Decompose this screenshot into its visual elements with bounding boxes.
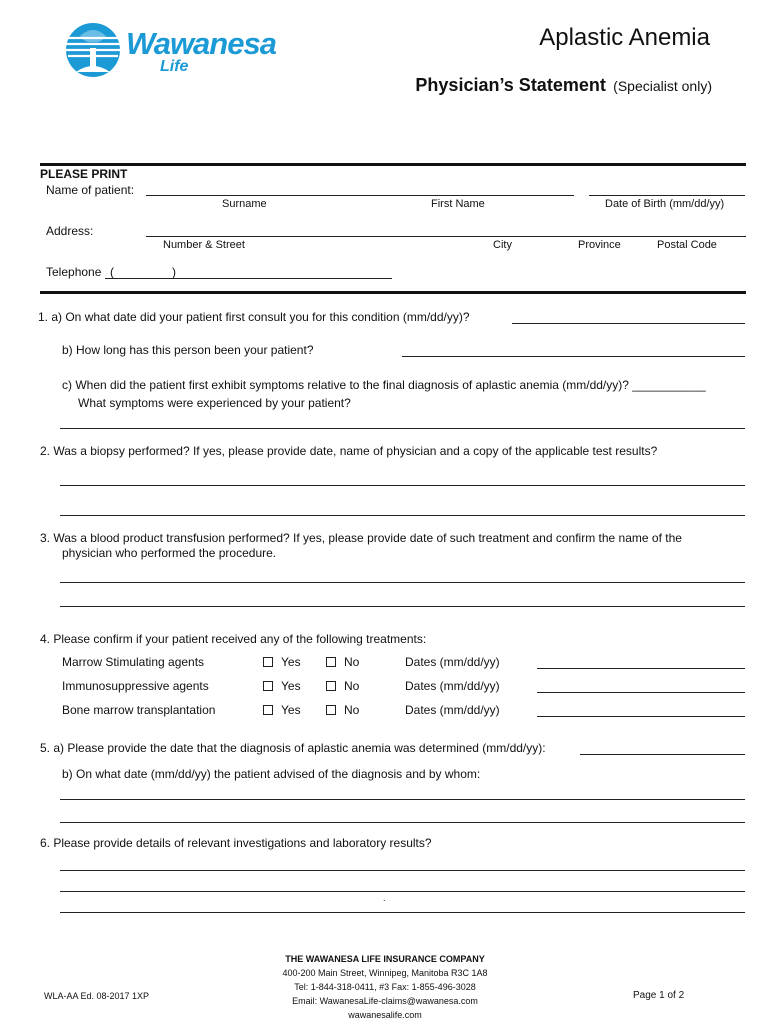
q3-field-1[interactable] — [60, 582, 745, 583]
no-checkbox[interactable] — [326, 681, 336, 691]
footer-phone: Tel: 1-844-318-0411, #3 Fax: 1-855-496-3028 — [294, 982, 476, 992]
province-caption: Province — [578, 239, 621, 251]
yes-label: Yes — [281, 703, 301, 717]
address-field[interactable] — [146, 236, 746, 237]
yes-label: Yes — [281, 655, 301, 669]
treatment-label: Marrow Stimulating agents — [62, 655, 205, 669]
subtitle-qualifier: (Specialist only) — [613, 78, 712, 94]
tree-globe-icon — [62, 22, 124, 78]
q1c-field[interactable] — [60, 428, 745, 429]
no-option[interactable] — [326, 655, 359, 669]
no-label: No — [344, 703, 360, 717]
q5b-field-2[interactable] — [60, 822, 745, 823]
no-label: No — [344, 679, 360, 693]
q3-text-line2: physician who performed the procedure. — [62, 546, 277, 560]
no-checkbox[interactable] — [326, 705, 336, 715]
yes-option[interactable] — [263, 679, 301, 693]
stray-dot: . — [383, 893, 386, 903]
yes-checkbox[interactable] — [263, 705, 273, 715]
postal-caption: Postal Code — [657, 239, 717, 251]
q6-field-3[interactable] — [60, 912, 745, 913]
q4-text: 4. Please confirm if your patient received any of the following treatments: — [40, 632, 427, 646]
q1c-symptoms-text: What symptoms were experienced by your patient? — [78, 396, 351, 410]
dates-label: Dates (mm/dd/yy) — [405, 655, 500, 669]
no-option[interactable] — [326, 703, 359, 717]
yes-checkbox[interactable] — [263, 681, 273, 691]
dob-caption: Date of Birth (mm/dd/yy) — [605, 198, 725, 210]
no-checkbox[interactable] — [326, 657, 336, 667]
q3-text-line1: 3. Was a blood product transfusion performed? If yes, please provide date of such treatment and confirm the name of the — [40, 531, 682, 545]
q6-field-1[interactable] — [60, 870, 745, 871]
firstname-caption: First Name — [431, 198, 485, 210]
q2-text: 2. Was a biopsy performed? If yes, please provide date, name of physician and a copy of the applicable test results? — [40, 444, 658, 458]
dates-label: Dates (mm/dd/yy) — [405, 679, 500, 693]
page-number: Page 1 of 2 — [633, 990, 685, 1001]
tel-paren-open: ( — [110, 265, 114, 279]
please-print-heading: PLEASE PRINT — [40, 167, 128, 181]
footer-address: 400-200 Main Street, Winnipeg, Manitoba R3C 1A8 — [282, 968, 488, 978]
q1a-text: 1. a) On what date did your patient first consult you for this condition (mm/dd/yy)? — [38, 310, 470, 324]
surname-caption: Surname — [222, 198, 267, 210]
yes-label: Yes — [281, 679, 301, 693]
q5a-text: 5. a) Please provide the date that the diagnosis of aplastic anemia was determined (mm/dd/yy): — [40, 741, 546, 755]
treatment-label: Bone marrow transplantation — [62, 703, 216, 717]
q5b-text: b) On what date (mm/dd/yy) the patient advised of the diagnosis and by whom: — [62, 767, 481, 781]
street-caption: Number & Street — [163, 239, 245, 251]
logo-sub-text: Life — [160, 58, 189, 75]
telephone-label: Telephone — [46, 265, 102, 279]
yes-option[interactable] — [263, 655, 301, 669]
q6-field-2[interactable] — [60, 891, 745, 892]
name-label: Name of patient: — [46, 183, 135, 197]
dates-label: Dates (mm/dd/yy) — [405, 703, 500, 717]
yes-checkbox[interactable] — [263, 657, 273, 667]
form-title: Aplastic Anemia — [539, 24, 710, 51]
city-caption: City — [493, 239, 512, 251]
q1c-text: c) When did the patient first exhibit symptoms relative to the final diagnosis of aplastic anemia (mm/dd/yy)? ___________ — [62, 378, 706, 392]
q3-field-2[interactable] — [60, 606, 745, 607]
q5b-field-1[interactable] — [60, 799, 745, 800]
q1b-text: b) How long has this person been your patient? — [62, 343, 314, 357]
yes-option[interactable] — [263, 703, 301, 717]
address-label: Address: — [46, 224, 94, 238]
form-subtitle — [415, 75, 712, 96]
logo-brand-text: Wawanesa — [126, 26, 276, 61]
section-divider — [40, 291, 746, 294]
footer-website: wawanesalife.com — [348, 1010, 422, 1020]
name-field[interactable] — [146, 195, 574, 196]
telephone-field[interactable] — [105, 278, 392, 279]
top-divider — [40, 163, 746, 166]
q1b-field[interactable] — [402, 356, 745, 357]
wawanesa-logo — [62, 22, 282, 82]
no-option[interactable] — [326, 679, 359, 693]
dob-field[interactable] — [589, 195, 745, 196]
no-label: No — [344, 655, 360, 669]
dates-field[interactable] — [537, 668, 745, 669]
q5a-field[interactable] — [580, 754, 745, 755]
q2-field-2[interactable] — [60, 515, 745, 516]
dates-field[interactable] — [537, 716, 745, 717]
q2-field-1[interactable] — [60, 485, 745, 486]
tel-paren-close: ) — [172, 265, 176, 279]
q1a-field[interactable] — [512, 323, 745, 324]
dates-field[interactable] — [537, 692, 745, 693]
treatment-label: Immunosuppressive agents — [62, 679, 209, 693]
q6-text: 6. Please provide details of relevant investigations and laboratory results? — [40, 836, 432, 850]
form-code: WLA-AA Ed. 08-2017 1XP — [44, 991, 150, 1001]
footer-email: Email: WawanesaLife-claims@wawanesa.com — [292, 996, 478, 1006]
subtitle-main: Physician’s Statement — [415, 75, 606, 95]
footer-company: THE WAWANESA LIFE INSURANCE COMPANY — [285, 954, 485, 964]
